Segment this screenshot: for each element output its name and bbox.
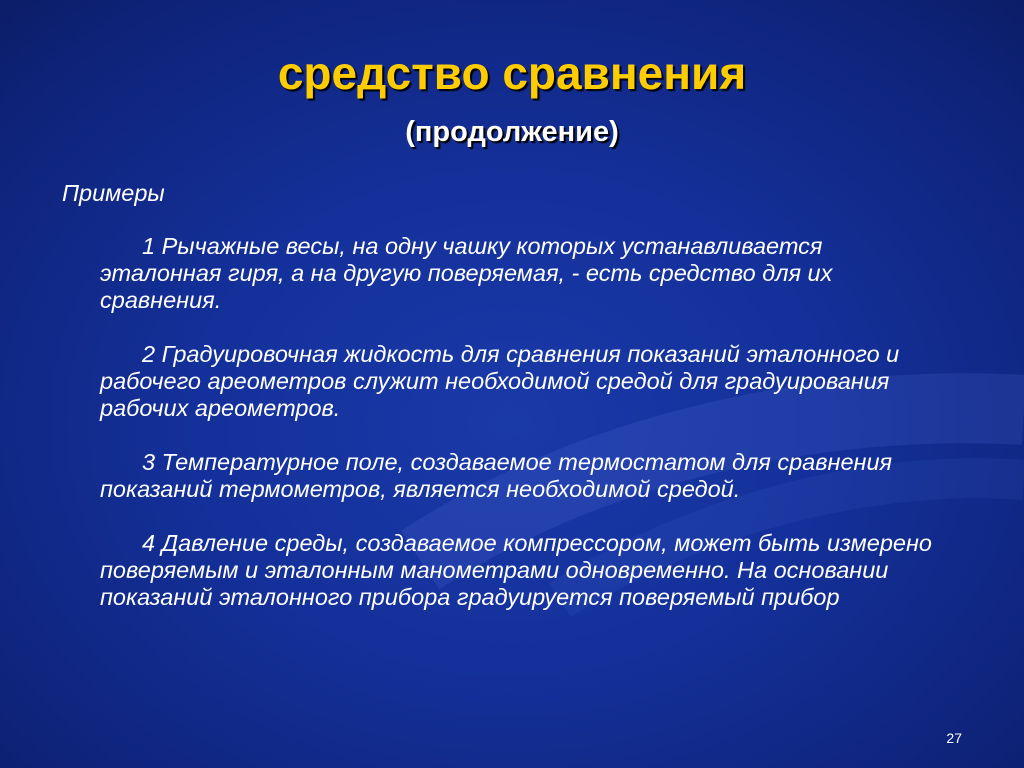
example-item-3 [100,449,942,503]
example-text: 1 Рычажные весы, на одну чашку которых устанавливается эталонная гиря, а на другую поверяемая, - есть средство для их сравнения. [100,233,833,313]
example-item-2 [100,341,942,422]
examples-label: Примеры [62,180,165,206]
example-item-1 [100,233,942,314]
example-text: 3 Температурное поле, создаваемое термостатом для сравнения показаний термометров, является необходимой средой. [100,449,893,502]
slide-subtitle: (продолжение) [405,116,619,148]
slide-body [62,180,942,638]
example-text: 2 Градуировочная жидкость для сравнения показаний эталонного и рабочего ареометров служит необходимой средой для градуирования рабочих ареометров. [100,341,900,421]
example-item-4 [100,530,942,611]
slide-title: средство сравнения [277,47,747,99]
example-text: 4 Давление среды, создаваемое компрессором, может быть измерено поверяемым и эталонным манометрами одновременно. На основании показаний эталонного прибора градуируется поверяемый прибор [100,530,932,610]
page-number: 27 [946,730,962,746]
